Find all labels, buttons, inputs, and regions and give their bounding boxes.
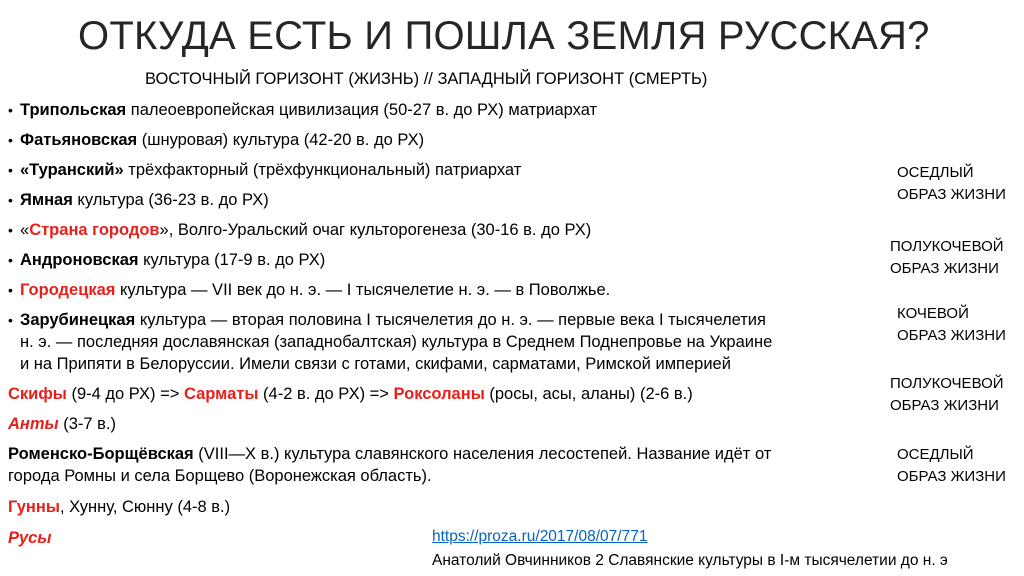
culture-description: культура (36-23 в. до РХ): [72, 191, 269, 209]
culture-description: культура (17-9 в. до РХ): [138, 251, 326, 269]
list-item-zarubinetskaya-line2: н. э. — последняя дославянская (западнобалтская) культура в Среднем Поднепровье на Украине: [20, 333, 773, 351]
slide-subtitle: ВОСТОЧНЫЙ ГОРИЗОНТ (ЖИЗНЬ) // ЗАПАДНЫЙ ГОРИЗОНТ (СМЕРТЬ): [145, 70, 708, 88]
list-item-yamnaya: [8, 189, 269, 211]
culture-description: палеоевропейская цивилизация (50-27 в. до РХ) матриархат: [126, 101, 598, 119]
bullet: •: [8, 252, 13, 268]
list-item-strana-gorodov: [8, 219, 591, 241]
culture-name: Анты: [8, 415, 59, 433]
list-item-rusy: [8, 527, 51, 549]
quote-open: «: [20, 221, 30, 239]
bullet: •: [8, 312, 13, 328]
side-label-line1: ОСЕДЛЫЙ: [897, 164, 974, 181]
source-link[interactable]: https://proza.ru/2017/08/07/771: [432, 528, 648, 545]
period-text: (росы, асы, аланы) (2-6 в.): [484, 385, 693, 403]
side-label-seminomadic-2: [890, 373, 1004, 417]
slide-title: ОТКУДА ЕСТЬ И ПОШЛА ЗЕМЛЯ РУССКАЯ?: [78, 14, 930, 58]
source-citation: Анатолий Овчинников 2 Славянские культуры в I-м тысячелетии до н. э: [432, 552, 948, 569]
side-label-line2: ОБРАЗ ЖИЗНИ: [897, 468, 1006, 485]
side-label-line1: ПОЛУКОЧЕВОЙ: [890, 238, 1004, 255]
list-item-andronovskaya: [8, 249, 325, 271]
side-label-line2: ОБРАЗ ЖИЗНИ: [890, 397, 999, 414]
culture-name-sarmaty: Сарматы: [183, 385, 259, 403]
culture-name: Гунны: [8, 498, 60, 516]
culture-description: , Хунну, Сюнну (4-8 в.): [59, 498, 231, 516]
side-label-line2: ОБРАЗ ЖИЗНИ: [897, 327, 1006, 344]
bullet: •: [8, 102, 13, 118]
culture-description: культура — VII век до н. э. — I тысячелетие н. э. — в Поволжье.: [115, 281, 611, 299]
culture-description: (шнуровая) культура (42-20 в. до РХ): [137, 131, 425, 149]
bullet: •: [8, 162, 13, 178]
side-label-line1: ОСЕДЛЫЙ: [897, 446, 974, 463]
list-item-romensko-borshchevskaya: [8, 443, 771, 465]
side-label-sedentary-2: [897, 444, 1006, 488]
bullet: •: [8, 192, 13, 208]
side-label-nomadic: [897, 303, 1006, 347]
culture-description: (VIII—X в.) культура славянского населения лесостепей. Название идёт от: [193, 445, 772, 463]
culture-name: Зарубинецкая: [20, 311, 136, 329]
list-item-turansky: [8, 159, 521, 181]
list-item-romensko-borshchevskaya-line2: города Ромны и села Борщево (Воронежская область).: [8, 467, 432, 485]
bullet: •: [8, 132, 13, 148]
side-label-line2: ОБРАЗ ЖИЗНИ: [897, 186, 1006, 203]
bullet: •: [8, 222, 13, 238]
culture-name: Трипольская: [20, 101, 127, 119]
list-item-gunny: [8, 496, 230, 518]
side-label-line1: КОЧЕВОЙ: [897, 305, 969, 322]
culture-description: (3-7 в.): [58, 415, 117, 433]
culture-description: культура — вторая половина I тысячелетия до н. э. — первые века I тысячелетия: [135, 311, 766, 329]
side-label-sedentary-1: [897, 162, 1006, 206]
list-item-skify: [8, 383, 693, 405]
culture-description: », Волго-Уральский очаг культорогенеза (30-16 в. до РХ): [159, 221, 592, 239]
culture-description: трёхфакторный (трёхфункциональный) патриархат: [123, 161, 522, 179]
culture-name-skify: Скифы: [8, 385, 67, 403]
culture-name: Андроновская: [20, 251, 139, 269]
period-text: (4-2 в. до РХ) =>: [258, 385, 394, 403]
list-item-anty: [8, 413, 116, 435]
bullet: •: [8, 282, 13, 298]
culture-name: Русы: [8, 529, 52, 547]
side-label-seminomadic-1: [890, 236, 1004, 280]
culture-name: Ямная: [20, 191, 73, 209]
culture-name: Роменско-Борщёвская: [8, 445, 194, 463]
culture-name: Фатьяновская: [20, 131, 138, 149]
side-label-line1: ПОЛУКОЧЕВОЙ: [890, 375, 1004, 392]
culture-name: «Туранский»: [20, 161, 124, 179]
period-text: (9-4 до РХ) =>: [66, 385, 184, 403]
list-item-gorodetskaya: [8, 279, 610, 301]
list-item-zarubinetskaya-line3: и на Припяти в Белоруссии. Имели связи с готами, скифами, сарматами, Римской империей: [20, 355, 731, 373]
culture-name: Страна городов: [29, 221, 160, 239]
culture-name-roksolany: Роксоланы: [393, 385, 485, 403]
culture-name: Городецкая: [20, 281, 116, 299]
side-label-line2: ОБРАЗ ЖИЗНИ: [890, 260, 999, 277]
list-item-fatyanovskaya: [8, 129, 424, 151]
list-item-tripolskaya: [8, 99, 597, 121]
list-item-zarubinetskaya: [8, 309, 766, 331]
